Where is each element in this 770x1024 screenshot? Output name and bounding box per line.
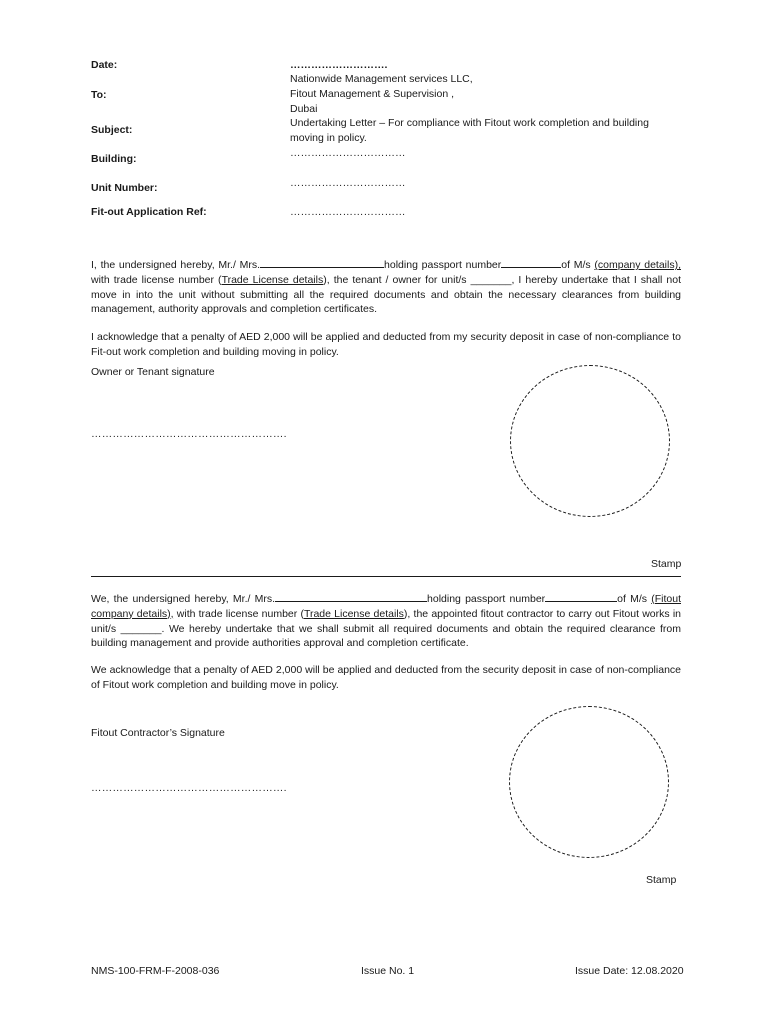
contractor-signature-label: Fitout Contractor’s Signature [91, 727, 225, 739]
contractor-stamp-circle [509, 706, 669, 858]
owner-stamp-label: Stamp [651, 558, 682, 570]
building-value: …………………………… [290, 147, 406, 159]
owner-signature-label: Owner or Tenant signature [91, 366, 215, 378]
application-ref-label: Fit-out Application Ref: [91, 206, 207, 218]
owner-text-a: I, the undersigned hereby, Mr./ Mrs. [91, 259, 261, 271]
recipient-line-1: Nationwide Management services LLC, [290, 73, 473, 85]
issue-number: Issue No. 1 [361, 965, 415, 977]
contractor-text-e: ), the appointed fitout contractor to carry out Fitout works in unit/s _______. We hereby undertake that we shall submit all required documents and obtain the required clearance from building management and provide authorities approval and completion certificate. [91, 607, 681, 650]
contractor-company-details: (Fitout company details), [91, 593, 681, 620]
building-label: Building: [91, 153, 137, 165]
owner-text-d: with trade license number ( [91, 273, 222, 286]
owner-penalty-paragraph: I acknowledge that a penalty of AED 2,000 will be applied and deducted from my security deposit in case of non-compliance to Fit-out work completion and building moving in policy. [91, 331, 681, 358]
subject-line-2: moving in policy. [290, 132, 367, 144]
owner-name-blank [260, 257, 384, 268]
owner-passport-blank [501, 257, 561, 268]
owner-text-c: of M/s [561, 259, 595, 271]
recipient-line-2: Fitout Management & Supervision , [290, 88, 455, 100]
owner-company-details: (company details), [594, 259, 681, 271]
contractor-trade-license: Trade License details [303, 607, 404, 620]
contractor-penalty-paragraph: We acknowledge that a penalty of AED 2,000 will be applied and deducted from the security deposit in case of non-compliance of Fitout work completion and building move in policy. [91, 664, 681, 691]
contractor-text-b: holding passport number [427, 593, 546, 605]
unit-number-label: Unit Number: [91, 182, 158, 194]
contractor-passport-blank [545, 591, 617, 602]
contractor-name-blank [275, 591, 427, 602]
owner-trade-license: Trade License details [221, 273, 324, 286]
subject-label: Subject: [91, 124, 133, 136]
owner-undertaking-paragraph [91, 257, 681, 317]
owner-text-b: holding passport number [384, 259, 502, 271]
contractor-stamp-label: Stamp [646, 874, 677, 886]
contractor-signature-line: ………………………………………………. [91, 782, 287, 794]
date-label: Date: [91, 59, 118, 71]
application-ref-value: …………………………… [290, 206, 406, 218]
contractor-undertaking-paragraph [91, 591, 681, 651]
issue-date: Issue Date: 12.08.2020 [575, 965, 684, 977]
form-code: NMS-100-FRM-F-2008-036 [91, 965, 220, 977]
date-value: ………………………. [290, 59, 388, 71]
owner-stamp-circle [510, 365, 670, 517]
contractor-text-a: We, the undersigned hereby, Mr./ Mrs. [91, 593, 276, 605]
to-label: To: [91, 89, 107, 101]
section-divider [91, 576, 681, 577]
owner-text-e: ), the tenant / owner for unit/s _______, I hereby undertake that I shall not move in into the unit without submitting all the required documents and obtain the necessary clearances from building management, authority approvals and completion certificates. [91, 273, 682, 316]
recipient-line-3: Dubai [290, 103, 318, 115]
subject-line-1: Undertaking Letter – For compliance with Fitout work completion and building [290, 117, 649, 129]
owner-signature-line: ………………………………………………. [91, 428, 287, 440]
contractor-text-c: of M/s [617, 593, 652, 605]
unit-number-value: …………………………… [290, 177, 406, 189]
contractor-text-d: with trade license number ( [173, 607, 304, 620]
